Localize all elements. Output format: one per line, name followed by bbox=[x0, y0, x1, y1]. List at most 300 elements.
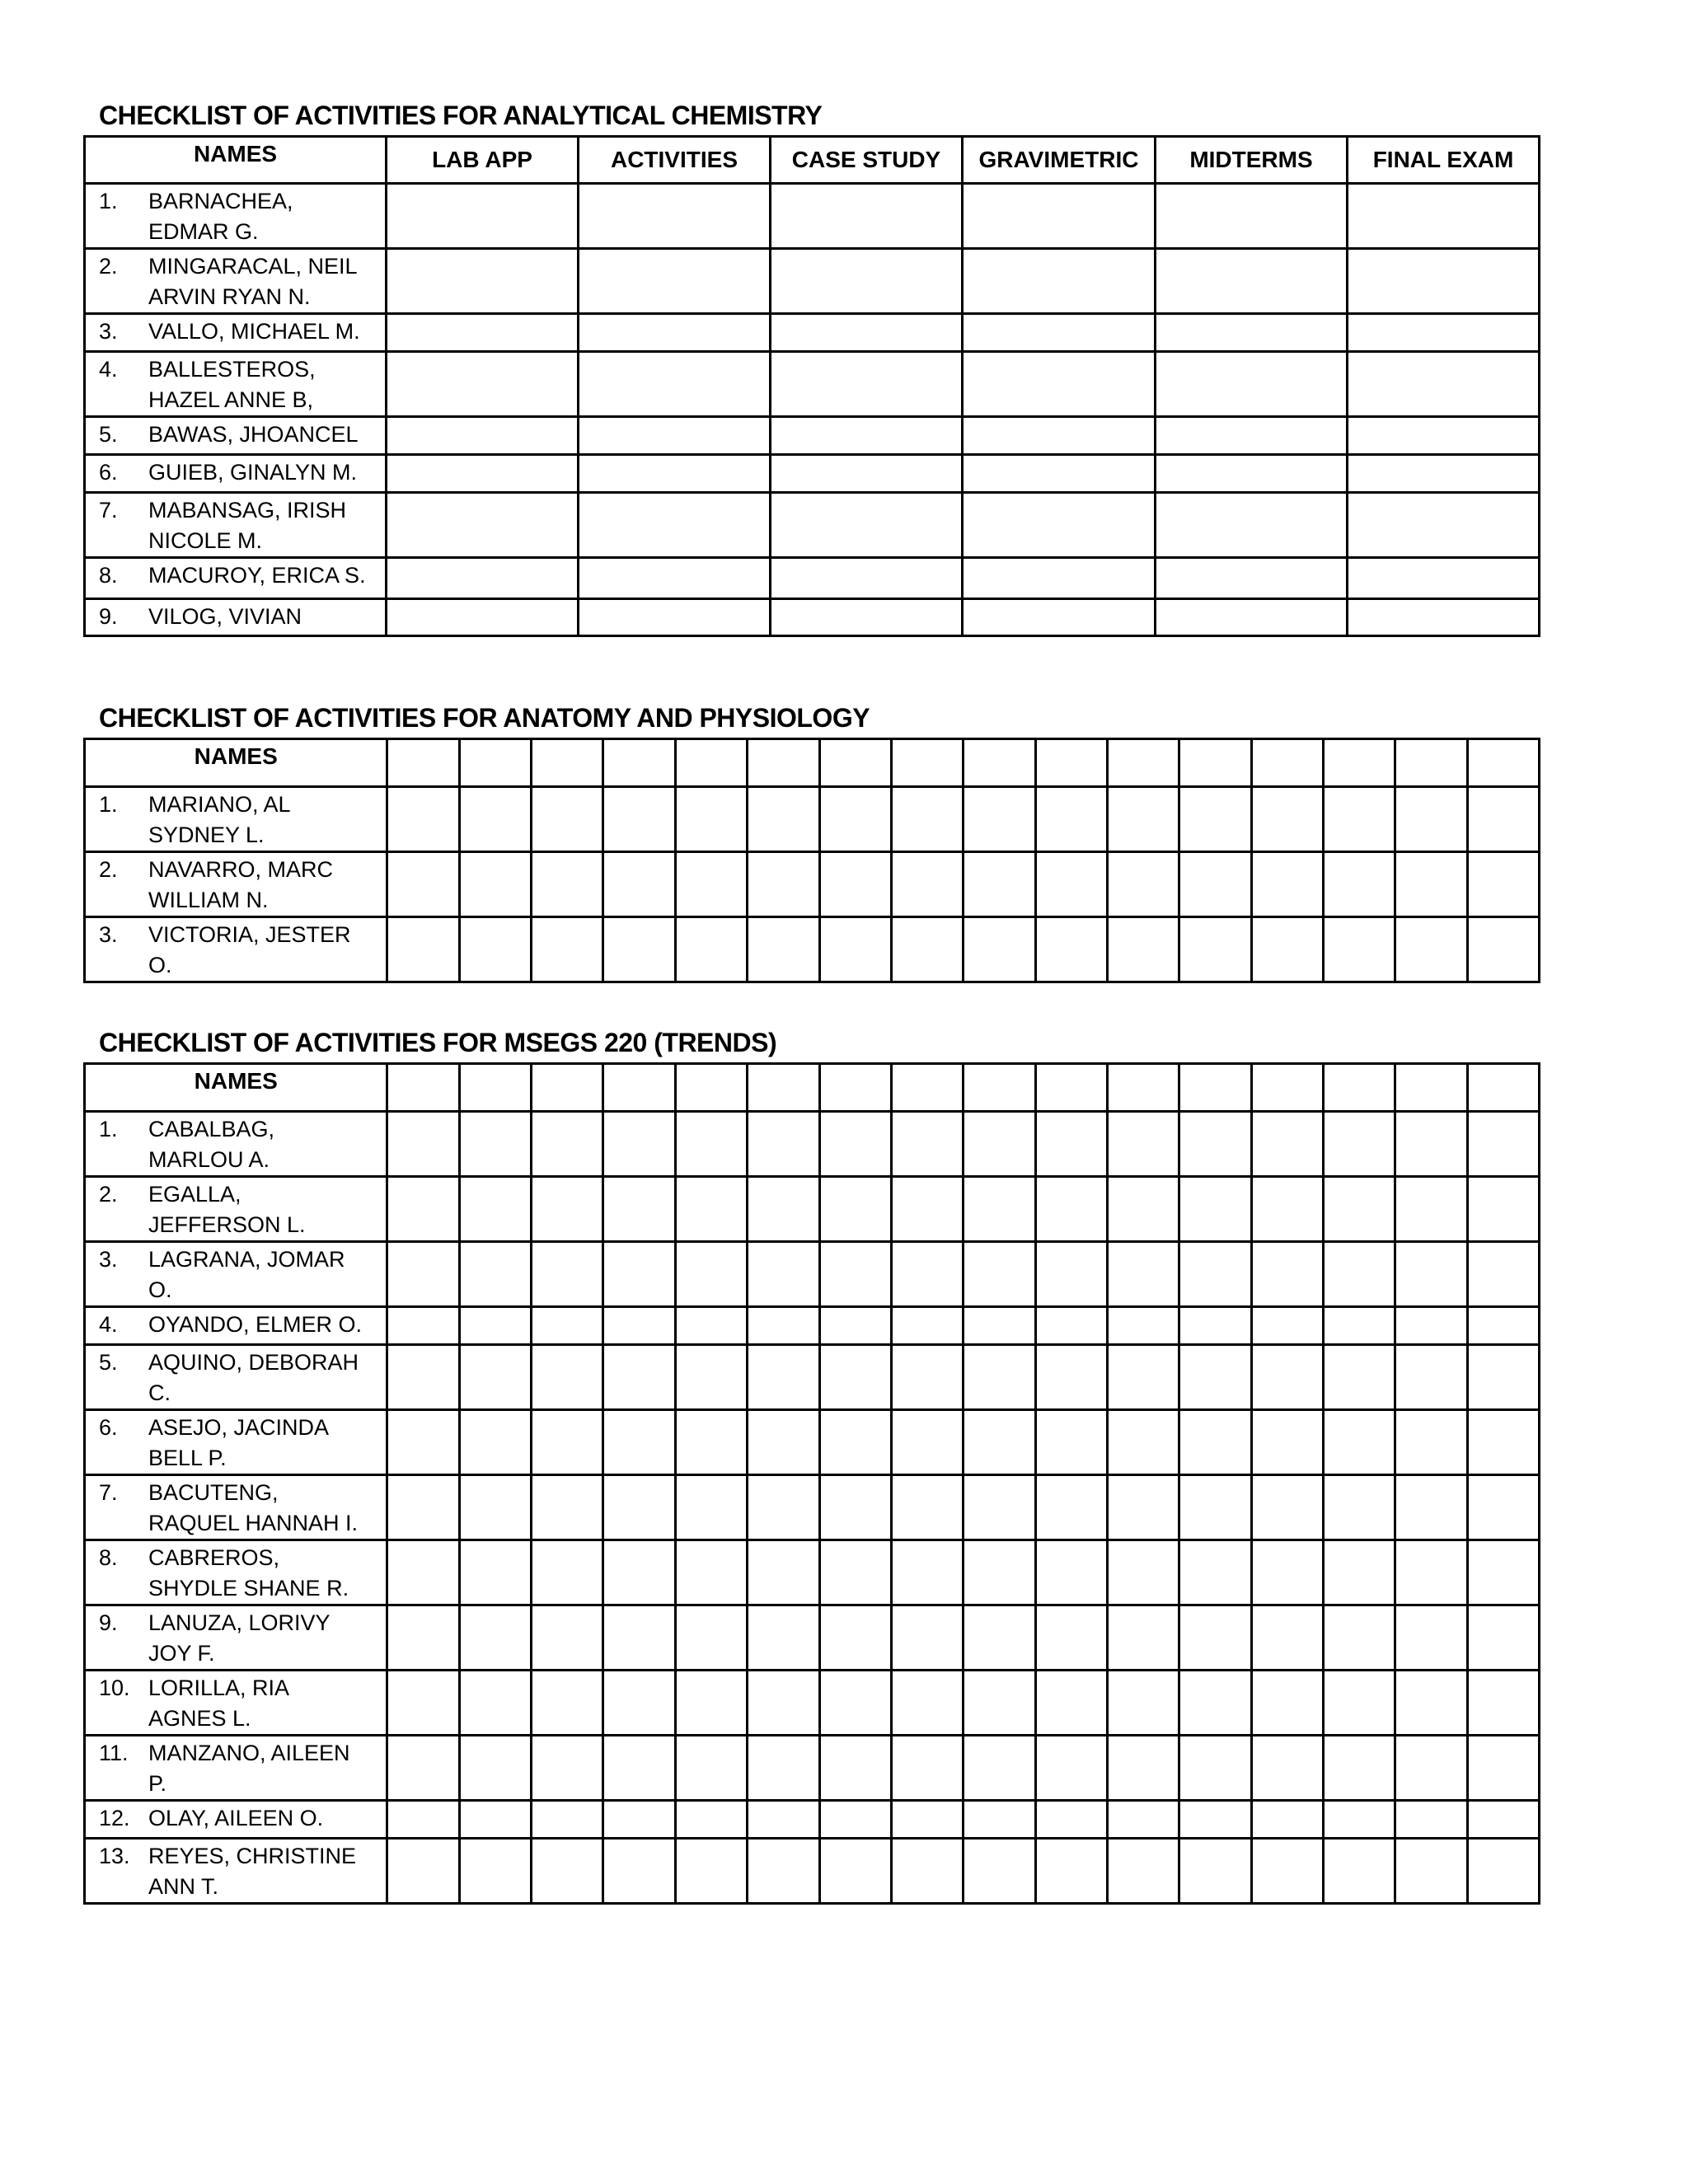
checklist-cell[interactable] bbox=[603, 1475, 675, 1540]
checklist-cell[interactable] bbox=[964, 917, 1035, 982]
checklist-cell[interactable] bbox=[819, 1307, 891, 1345]
checklist-cell[interactable] bbox=[675, 1410, 747, 1475]
checklist-cell[interactable] bbox=[1035, 1671, 1107, 1736]
checklist-cell[interactable] bbox=[963, 184, 1156, 249]
checklist-cell[interactable] bbox=[459, 1671, 531, 1736]
checklist-cell[interactable] bbox=[1107, 1177, 1179, 1242]
checklist-cell[interactable] bbox=[964, 1671, 1035, 1736]
checklist-cell[interactable] bbox=[891, 1242, 963, 1307]
checklist-cell[interactable] bbox=[532, 1177, 603, 1242]
checklist-cell[interactable] bbox=[1156, 352, 1348, 417]
checklist-cell[interactable] bbox=[387, 1839, 459, 1904]
checklist-cell[interactable] bbox=[1323, 1177, 1395, 1242]
checklist-cell[interactable] bbox=[387, 1345, 459, 1410]
checklist-cell[interactable] bbox=[1156, 599, 1348, 636]
checklist-cell[interactable] bbox=[603, 1540, 675, 1605]
checklist-cell[interactable] bbox=[1395, 1605, 1467, 1671]
checklist-cell[interactable] bbox=[819, 1410, 891, 1475]
checklist-cell[interactable] bbox=[675, 1736, 747, 1801]
checklist-cell[interactable] bbox=[1467, 1410, 1539, 1475]
checklist-cell[interactable] bbox=[748, 1112, 819, 1177]
checklist-cell[interactable] bbox=[819, 1605, 891, 1671]
checklist-cell[interactable] bbox=[1323, 1605, 1395, 1671]
checklist-cell[interactable] bbox=[603, 917, 675, 982]
checklist-cell[interactable] bbox=[1179, 852, 1251, 917]
checklist-cell[interactable] bbox=[819, 852, 891, 917]
checklist-cell[interactable] bbox=[1156, 314, 1348, 352]
checklist-cell[interactable] bbox=[964, 1605, 1035, 1671]
checklist-cell[interactable] bbox=[963, 455, 1156, 493]
checklist-cell[interactable] bbox=[964, 1177, 1035, 1242]
checklist-cell[interactable] bbox=[819, 1345, 891, 1410]
checklist-cell[interactable] bbox=[1323, 1540, 1395, 1605]
checklist-cell[interactable] bbox=[819, 1242, 891, 1307]
checklist-cell[interactable] bbox=[964, 1242, 1035, 1307]
checklist-cell[interactable] bbox=[1323, 787, 1395, 852]
checklist-cell[interactable] bbox=[891, 1671, 963, 1736]
checklist-cell[interactable] bbox=[1035, 1345, 1107, 1410]
checklist-cell[interactable] bbox=[891, 1112, 963, 1177]
checklist-cell[interactable] bbox=[459, 1345, 531, 1410]
checklist-cell[interactable] bbox=[1348, 314, 1540, 352]
checklist-cell[interactable] bbox=[1395, 1112, 1467, 1177]
checklist-cell[interactable] bbox=[1467, 1345, 1539, 1410]
checklist-cell[interactable] bbox=[459, 1410, 531, 1475]
checklist-cell[interactable] bbox=[1395, 1177, 1467, 1242]
checklist-cell[interactable] bbox=[1251, 1177, 1323, 1242]
checklist-cell[interactable] bbox=[964, 1540, 1035, 1605]
checklist-cell[interactable] bbox=[1107, 852, 1179, 917]
checklist-cell[interactable] bbox=[1179, 1307, 1251, 1345]
checklist-cell[interactable] bbox=[963, 249, 1156, 314]
checklist-cell[interactable] bbox=[579, 184, 771, 249]
checklist-cell[interactable] bbox=[1107, 1112, 1179, 1177]
checklist-cell[interactable] bbox=[819, 1671, 891, 1736]
checklist-cell[interactable] bbox=[1467, 1242, 1539, 1307]
checklist-cell[interactable] bbox=[579, 558, 771, 599]
checklist-cell[interactable] bbox=[1323, 852, 1395, 917]
checklist-cell[interactable] bbox=[1156, 417, 1348, 455]
checklist-cell[interactable] bbox=[964, 1839, 1035, 1904]
checklist-cell[interactable] bbox=[1179, 1410, 1251, 1475]
checklist-cell[interactable] bbox=[459, 787, 531, 852]
checklist-cell[interactable] bbox=[819, 1177, 891, 1242]
checklist-cell[interactable] bbox=[459, 1475, 531, 1540]
checklist-cell[interactable] bbox=[675, 1605, 747, 1671]
checklist-cell[interactable] bbox=[1467, 1475, 1539, 1540]
checklist-cell[interactable] bbox=[1467, 1177, 1539, 1242]
checklist-cell[interactable] bbox=[675, 1345, 747, 1410]
checklist-cell[interactable] bbox=[1467, 1540, 1539, 1605]
checklist-cell[interactable] bbox=[1035, 917, 1107, 982]
checklist-cell[interactable] bbox=[1156, 455, 1348, 493]
checklist-cell[interactable] bbox=[1107, 1540, 1179, 1605]
checklist-cell[interactable] bbox=[387, 1177, 459, 1242]
checklist-cell[interactable] bbox=[387, 455, 579, 493]
checklist-cell[interactable] bbox=[771, 184, 963, 249]
checklist-cell[interactable] bbox=[963, 599, 1156, 636]
checklist-cell[interactable] bbox=[387, 1112, 459, 1177]
checklist-cell[interactable] bbox=[387, 417, 579, 455]
checklist-cell[interactable] bbox=[1395, 917, 1467, 982]
checklist-cell[interactable] bbox=[1395, 1242, 1467, 1307]
checklist-cell[interactable] bbox=[603, 852, 675, 917]
checklist-cell[interactable] bbox=[1035, 852, 1107, 917]
checklist-cell[interactable] bbox=[1251, 1475, 1323, 1540]
checklist-cell[interactable] bbox=[387, 1242, 459, 1307]
checklist-cell[interactable] bbox=[675, 852, 747, 917]
checklist-cell[interactable] bbox=[1179, 917, 1251, 982]
checklist-cell[interactable] bbox=[532, 1242, 603, 1307]
checklist-cell[interactable] bbox=[459, 917, 531, 982]
checklist-cell[interactable] bbox=[1395, 1410, 1467, 1475]
checklist-cell[interactable] bbox=[748, 1475, 819, 1540]
checklist-cell[interactable] bbox=[532, 917, 603, 982]
checklist-cell[interactable] bbox=[771, 314, 963, 352]
checklist-cell[interactable] bbox=[891, 1801, 963, 1839]
checklist-cell[interactable] bbox=[532, 1801, 603, 1839]
checklist-cell[interactable] bbox=[1179, 1736, 1251, 1801]
checklist-cell[interactable] bbox=[1107, 1839, 1179, 1904]
checklist-cell[interactable] bbox=[1395, 1839, 1467, 1904]
checklist-cell[interactable] bbox=[387, 917, 459, 982]
checklist-cell[interactable] bbox=[819, 917, 891, 982]
checklist-cell[interactable] bbox=[891, 852, 963, 917]
checklist-cell[interactable] bbox=[1107, 1410, 1179, 1475]
checklist-cell[interactable] bbox=[532, 1410, 603, 1475]
checklist-cell[interactable] bbox=[459, 852, 531, 917]
checklist-cell[interactable] bbox=[1107, 917, 1179, 982]
checklist-cell[interactable] bbox=[1179, 787, 1251, 852]
checklist-cell[interactable] bbox=[1467, 1605, 1539, 1671]
checklist-cell[interactable] bbox=[603, 1345, 675, 1410]
checklist-cell[interactable] bbox=[459, 1177, 531, 1242]
checklist-cell[interactable] bbox=[1323, 1671, 1395, 1736]
checklist-cell[interactable] bbox=[963, 558, 1156, 599]
checklist-cell[interactable] bbox=[675, 1801, 747, 1839]
checklist-cell[interactable] bbox=[1467, 1839, 1539, 1904]
checklist-cell[interactable] bbox=[532, 1475, 603, 1540]
checklist-cell[interactable] bbox=[819, 1801, 891, 1839]
checklist-cell[interactable] bbox=[675, 1671, 747, 1736]
checklist-cell[interactable] bbox=[1107, 1475, 1179, 1540]
checklist-cell[interactable] bbox=[532, 1839, 603, 1904]
checklist-cell[interactable] bbox=[1467, 917, 1539, 982]
checklist-cell[interactable] bbox=[1348, 493, 1540, 558]
checklist-cell[interactable] bbox=[1035, 1605, 1107, 1671]
checklist-cell[interactable] bbox=[1395, 787, 1467, 852]
checklist-cell[interactable] bbox=[819, 1112, 891, 1177]
checklist-cell[interactable] bbox=[1467, 852, 1539, 917]
checklist-cell[interactable] bbox=[1107, 1736, 1179, 1801]
checklist-cell[interactable] bbox=[748, 1177, 819, 1242]
checklist-cell[interactable] bbox=[1251, 1242, 1323, 1307]
checklist-cell[interactable] bbox=[1348, 558, 1540, 599]
checklist-cell[interactable] bbox=[532, 1671, 603, 1736]
checklist-cell[interactable] bbox=[1179, 1177, 1251, 1242]
checklist-cell[interactable] bbox=[819, 1540, 891, 1605]
checklist-cell[interactable] bbox=[459, 1839, 531, 1904]
checklist-cell[interactable] bbox=[963, 352, 1156, 417]
checklist-cell[interactable] bbox=[675, 1177, 747, 1242]
checklist-cell[interactable] bbox=[1467, 1736, 1539, 1801]
checklist-cell[interactable] bbox=[532, 1345, 603, 1410]
checklist-cell[interactable] bbox=[603, 1177, 675, 1242]
checklist-cell[interactable] bbox=[1395, 1801, 1467, 1839]
checklist-cell[interactable] bbox=[459, 1112, 531, 1177]
checklist-cell[interactable] bbox=[1467, 787, 1539, 852]
checklist-cell[interactable] bbox=[891, 1307, 963, 1345]
checklist-cell[interactable] bbox=[387, 184, 579, 249]
checklist-cell[interactable] bbox=[964, 1801, 1035, 1839]
checklist-cell[interactable] bbox=[603, 1839, 675, 1904]
checklist-cell[interactable] bbox=[579, 455, 771, 493]
checklist-cell[interactable] bbox=[579, 417, 771, 455]
checklist-cell[interactable] bbox=[1179, 1242, 1251, 1307]
checklist-cell[interactable] bbox=[603, 1736, 675, 1801]
checklist-cell[interactable] bbox=[1395, 1307, 1467, 1345]
checklist-cell[interactable] bbox=[675, 1839, 747, 1904]
checklist-cell[interactable] bbox=[891, 917, 963, 982]
checklist-cell[interactable] bbox=[1179, 1671, 1251, 1736]
checklist-cell[interactable] bbox=[1251, 1801, 1323, 1839]
checklist-cell[interactable] bbox=[1323, 1242, 1395, 1307]
checklist-cell[interactable] bbox=[387, 599, 579, 636]
checklist-cell[interactable] bbox=[1179, 1112, 1251, 1177]
checklist-cell[interactable] bbox=[748, 1540, 819, 1605]
checklist-cell[interactable] bbox=[1251, 1112, 1323, 1177]
checklist-cell[interactable] bbox=[748, 1839, 819, 1904]
checklist-cell[interactable] bbox=[387, 787, 459, 852]
checklist-cell[interactable] bbox=[532, 1307, 603, 1345]
checklist-cell[interactable] bbox=[387, 314, 579, 352]
checklist-cell[interactable] bbox=[964, 1112, 1035, 1177]
checklist-cell[interactable] bbox=[1348, 352, 1540, 417]
checklist-cell[interactable] bbox=[1323, 1736, 1395, 1801]
checklist-cell[interactable] bbox=[1251, 1736, 1323, 1801]
checklist-cell[interactable] bbox=[532, 852, 603, 917]
checklist-cell[interactable] bbox=[1179, 1605, 1251, 1671]
checklist-cell[interactable] bbox=[748, 787, 819, 852]
checklist-cell[interactable] bbox=[1251, 1307, 1323, 1345]
checklist-cell[interactable] bbox=[1251, 1839, 1323, 1904]
checklist-cell[interactable] bbox=[1395, 1475, 1467, 1540]
checklist-cell[interactable] bbox=[1348, 249, 1540, 314]
checklist-cell[interactable] bbox=[748, 1345, 819, 1410]
checklist-cell[interactable] bbox=[1395, 1671, 1467, 1736]
checklist-cell[interactable] bbox=[964, 1475, 1035, 1540]
checklist-cell[interactable] bbox=[579, 493, 771, 558]
checklist-cell[interactable] bbox=[891, 1345, 963, 1410]
checklist-cell[interactable] bbox=[603, 1801, 675, 1839]
checklist-cell[interactable] bbox=[1179, 1475, 1251, 1540]
checklist-cell[interactable] bbox=[819, 1839, 891, 1904]
checklist-cell[interactable] bbox=[579, 599, 771, 636]
checklist-cell[interactable] bbox=[1251, 1605, 1323, 1671]
checklist-cell[interactable] bbox=[891, 1839, 963, 1904]
checklist-cell[interactable] bbox=[1323, 1345, 1395, 1410]
checklist-cell[interactable] bbox=[387, 852, 459, 917]
checklist-cell[interactable] bbox=[1251, 1671, 1323, 1736]
checklist-cell[interactable] bbox=[1156, 558, 1348, 599]
checklist-cell[interactable] bbox=[1035, 1736, 1107, 1801]
checklist-cell[interactable] bbox=[771, 455, 963, 493]
checklist-cell[interactable] bbox=[748, 852, 819, 917]
checklist-cell[interactable] bbox=[532, 787, 603, 852]
checklist-cell[interactable] bbox=[964, 787, 1035, 852]
checklist-cell[interactable] bbox=[1323, 1839, 1395, 1904]
checklist-cell[interactable] bbox=[748, 1410, 819, 1475]
checklist-cell[interactable] bbox=[771, 558, 963, 599]
checklist-cell[interactable] bbox=[1467, 1671, 1539, 1736]
checklist-cell[interactable] bbox=[1348, 599, 1540, 636]
checklist-cell[interactable] bbox=[675, 787, 747, 852]
checklist-cell[interactable] bbox=[459, 1307, 531, 1345]
checklist-cell[interactable] bbox=[387, 493, 579, 558]
checklist-cell[interactable] bbox=[532, 1736, 603, 1801]
checklist-cell[interactable] bbox=[891, 1605, 963, 1671]
checklist-cell[interactable] bbox=[459, 1540, 531, 1605]
checklist-cell[interactable] bbox=[387, 1671, 459, 1736]
checklist-cell[interactable] bbox=[1035, 1801, 1107, 1839]
checklist-cell[interactable] bbox=[1348, 417, 1540, 455]
checklist-cell[interactable] bbox=[1035, 787, 1107, 852]
checklist-cell[interactable] bbox=[891, 1177, 963, 1242]
checklist-cell[interactable] bbox=[1156, 184, 1348, 249]
checklist-cell[interactable] bbox=[1251, 1345, 1323, 1410]
checklist-cell[interactable] bbox=[964, 1410, 1035, 1475]
checklist-cell[interactable] bbox=[771, 599, 963, 636]
checklist-cell[interactable] bbox=[675, 917, 747, 982]
checklist-cell[interactable] bbox=[1395, 1736, 1467, 1801]
checklist-cell[interactable] bbox=[532, 1540, 603, 1605]
checklist-cell[interactable] bbox=[1395, 852, 1467, 917]
checklist-cell[interactable] bbox=[1035, 1307, 1107, 1345]
checklist-cell[interactable] bbox=[1156, 249, 1348, 314]
checklist-cell[interactable] bbox=[675, 1540, 747, 1605]
checklist-cell[interactable] bbox=[532, 1112, 603, 1177]
checklist-cell[interactable] bbox=[603, 1307, 675, 1345]
checklist-cell[interactable] bbox=[675, 1242, 747, 1307]
checklist-cell[interactable] bbox=[748, 1736, 819, 1801]
checklist-cell[interactable] bbox=[459, 1736, 531, 1801]
checklist-cell[interactable] bbox=[387, 1801, 459, 1839]
checklist-cell[interactable] bbox=[675, 1112, 747, 1177]
checklist-cell[interactable] bbox=[819, 1475, 891, 1540]
checklist-cell[interactable] bbox=[1348, 184, 1540, 249]
checklist-cell[interactable] bbox=[603, 1410, 675, 1475]
checklist-cell[interactable] bbox=[1107, 1307, 1179, 1345]
checklist-cell[interactable] bbox=[963, 417, 1156, 455]
checklist-cell[interactable] bbox=[1323, 1475, 1395, 1540]
checklist-cell[interactable] bbox=[1156, 493, 1348, 558]
checklist-cell[interactable] bbox=[1107, 1801, 1179, 1839]
checklist-cell[interactable] bbox=[532, 1605, 603, 1671]
checklist-cell[interactable] bbox=[1107, 1345, 1179, 1410]
checklist-cell[interactable] bbox=[603, 1605, 675, 1671]
checklist-cell[interactable] bbox=[748, 917, 819, 982]
checklist-cell[interactable] bbox=[387, 1410, 459, 1475]
checklist-cell[interactable] bbox=[771, 249, 963, 314]
checklist-cell[interactable] bbox=[387, 1736, 459, 1801]
checklist-cell[interactable] bbox=[891, 787, 963, 852]
checklist-cell[interactable] bbox=[1467, 1801, 1539, 1839]
checklist-cell[interactable] bbox=[1395, 1540, 1467, 1605]
checklist-cell[interactable] bbox=[748, 1307, 819, 1345]
checklist-cell[interactable] bbox=[748, 1242, 819, 1307]
checklist-cell[interactable] bbox=[748, 1801, 819, 1839]
checklist-cell[interactable] bbox=[579, 352, 771, 417]
checklist-cell[interactable] bbox=[819, 787, 891, 852]
checklist-cell[interactable] bbox=[1179, 1540, 1251, 1605]
checklist-cell[interactable] bbox=[771, 493, 963, 558]
checklist-cell[interactable] bbox=[603, 1242, 675, 1307]
checklist-cell[interactable] bbox=[963, 314, 1156, 352]
checklist-cell[interactable] bbox=[1035, 1177, 1107, 1242]
checklist-cell[interactable] bbox=[1323, 1112, 1395, 1177]
checklist-cell[interactable] bbox=[387, 352, 579, 417]
checklist-cell[interactable] bbox=[1107, 787, 1179, 852]
checklist-cell[interactable] bbox=[1323, 1801, 1395, 1839]
checklist-cell[interactable] bbox=[1035, 1540, 1107, 1605]
checklist-cell[interactable] bbox=[1467, 1112, 1539, 1177]
checklist-cell[interactable] bbox=[1323, 1410, 1395, 1475]
checklist-cell[interactable] bbox=[1348, 455, 1540, 493]
checklist-cell[interactable] bbox=[1107, 1671, 1179, 1736]
checklist-cell[interactable] bbox=[771, 417, 963, 455]
checklist-cell[interactable] bbox=[1251, 852, 1323, 917]
checklist-cell[interactable] bbox=[387, 249, 579, 314]
checklist-cell[interactable] bbox=[891, 1736, 963, 1801]
checklist-cell[interactable] bbox=[1251, 917, 1323, 982]
checklist-cell[interactable] bbox=[387, 1307, 459, 1345]
checklist-cell[interactable] bbox=[459, 1801, 531, 1839]
checklist-cell[interactable] bbox=[748, 1671, 819, 1736]
checklist-cell[interactable] bbox=[603, 787, 675, 852]
checklist-cell[interactable] bbox=[1251, 1410, 1323, 1475]
checklist-cell[interactable] bbox=[675, 1307, 747, 1345]
checklist-cell[interactable] bbox=[1035, 1839, 1107, 1904]
checklist-cell[interactable] bbox=[459, 1605, 531, 1671]
checklist-cell[interactable] bbox=[891, 1475, 963, 1540]
checklist-cell[interactable] bbox=[964, 1736, 1035, 1801]
checklist-cell[interactable] bbox=[1035, 1242, 1107, 1307]
checklist-cell[interactable] bbox=[387, 558, 579, 599]
checklist-cell[interactable] bbox=[387, 1540, 459, 1605]
checklist-cell[interactable] bbox=[964, 1307, 1035, 1345]
checklist-cell[interactable] bbox=[675, 1475, 747, 1540]
checklist-cell[interactable] bbox=[819, 1736, 891, 1801]
checklist-cell[interactable] bbox=[579, 314, 771, 352]
checklist-cell[interactable] bbox=[1323, 917, 1395, 982]
checklist-cell[interactable] bbox=[1467, 1307, 1539, 1345]
checklist-cell[interactable] bbox=[1035, 1410, 1107, 1475]
checklist-cell[interactable] bbox=[1035, 1112, 1107, 1177]
checklist-cell[interactable] bbox=[387, 1475, 459, 1540]
checklist-cell[interactable] bbox=[1251, 1540, 1323, 1605]
checklist-cell[interactable] bbox=[1395, 1345, 1467, 1410]
checklist-cell[interactable] bbox=[748, 1605, 819, 1671]
checklist-cell[interactable] bbox=[459, 1242, 531, 1307]
checklist-cell[interactable] bbox=[891, 1410, 963, 1475]
checklist-cell[interactable] bbox=[603, 1112, 675, 1177]
checklist-cell[interactable] bbox=[1179, 1801, 1251, 1839]
checklist-cell[interactable] bbox=[387, 1605, 459, 1671]
checklist-cell[interactable] bbox=[1251, 787, 1323, 852]
checklist-cell[interactable] bbox=[1107, 1605, 1179, 1671]
checklist-cell[interactable] bbox=[964, 852, 1035, 917]
checklist-cell[interactable] bbox=[964, 1345, 1035, 1410]
